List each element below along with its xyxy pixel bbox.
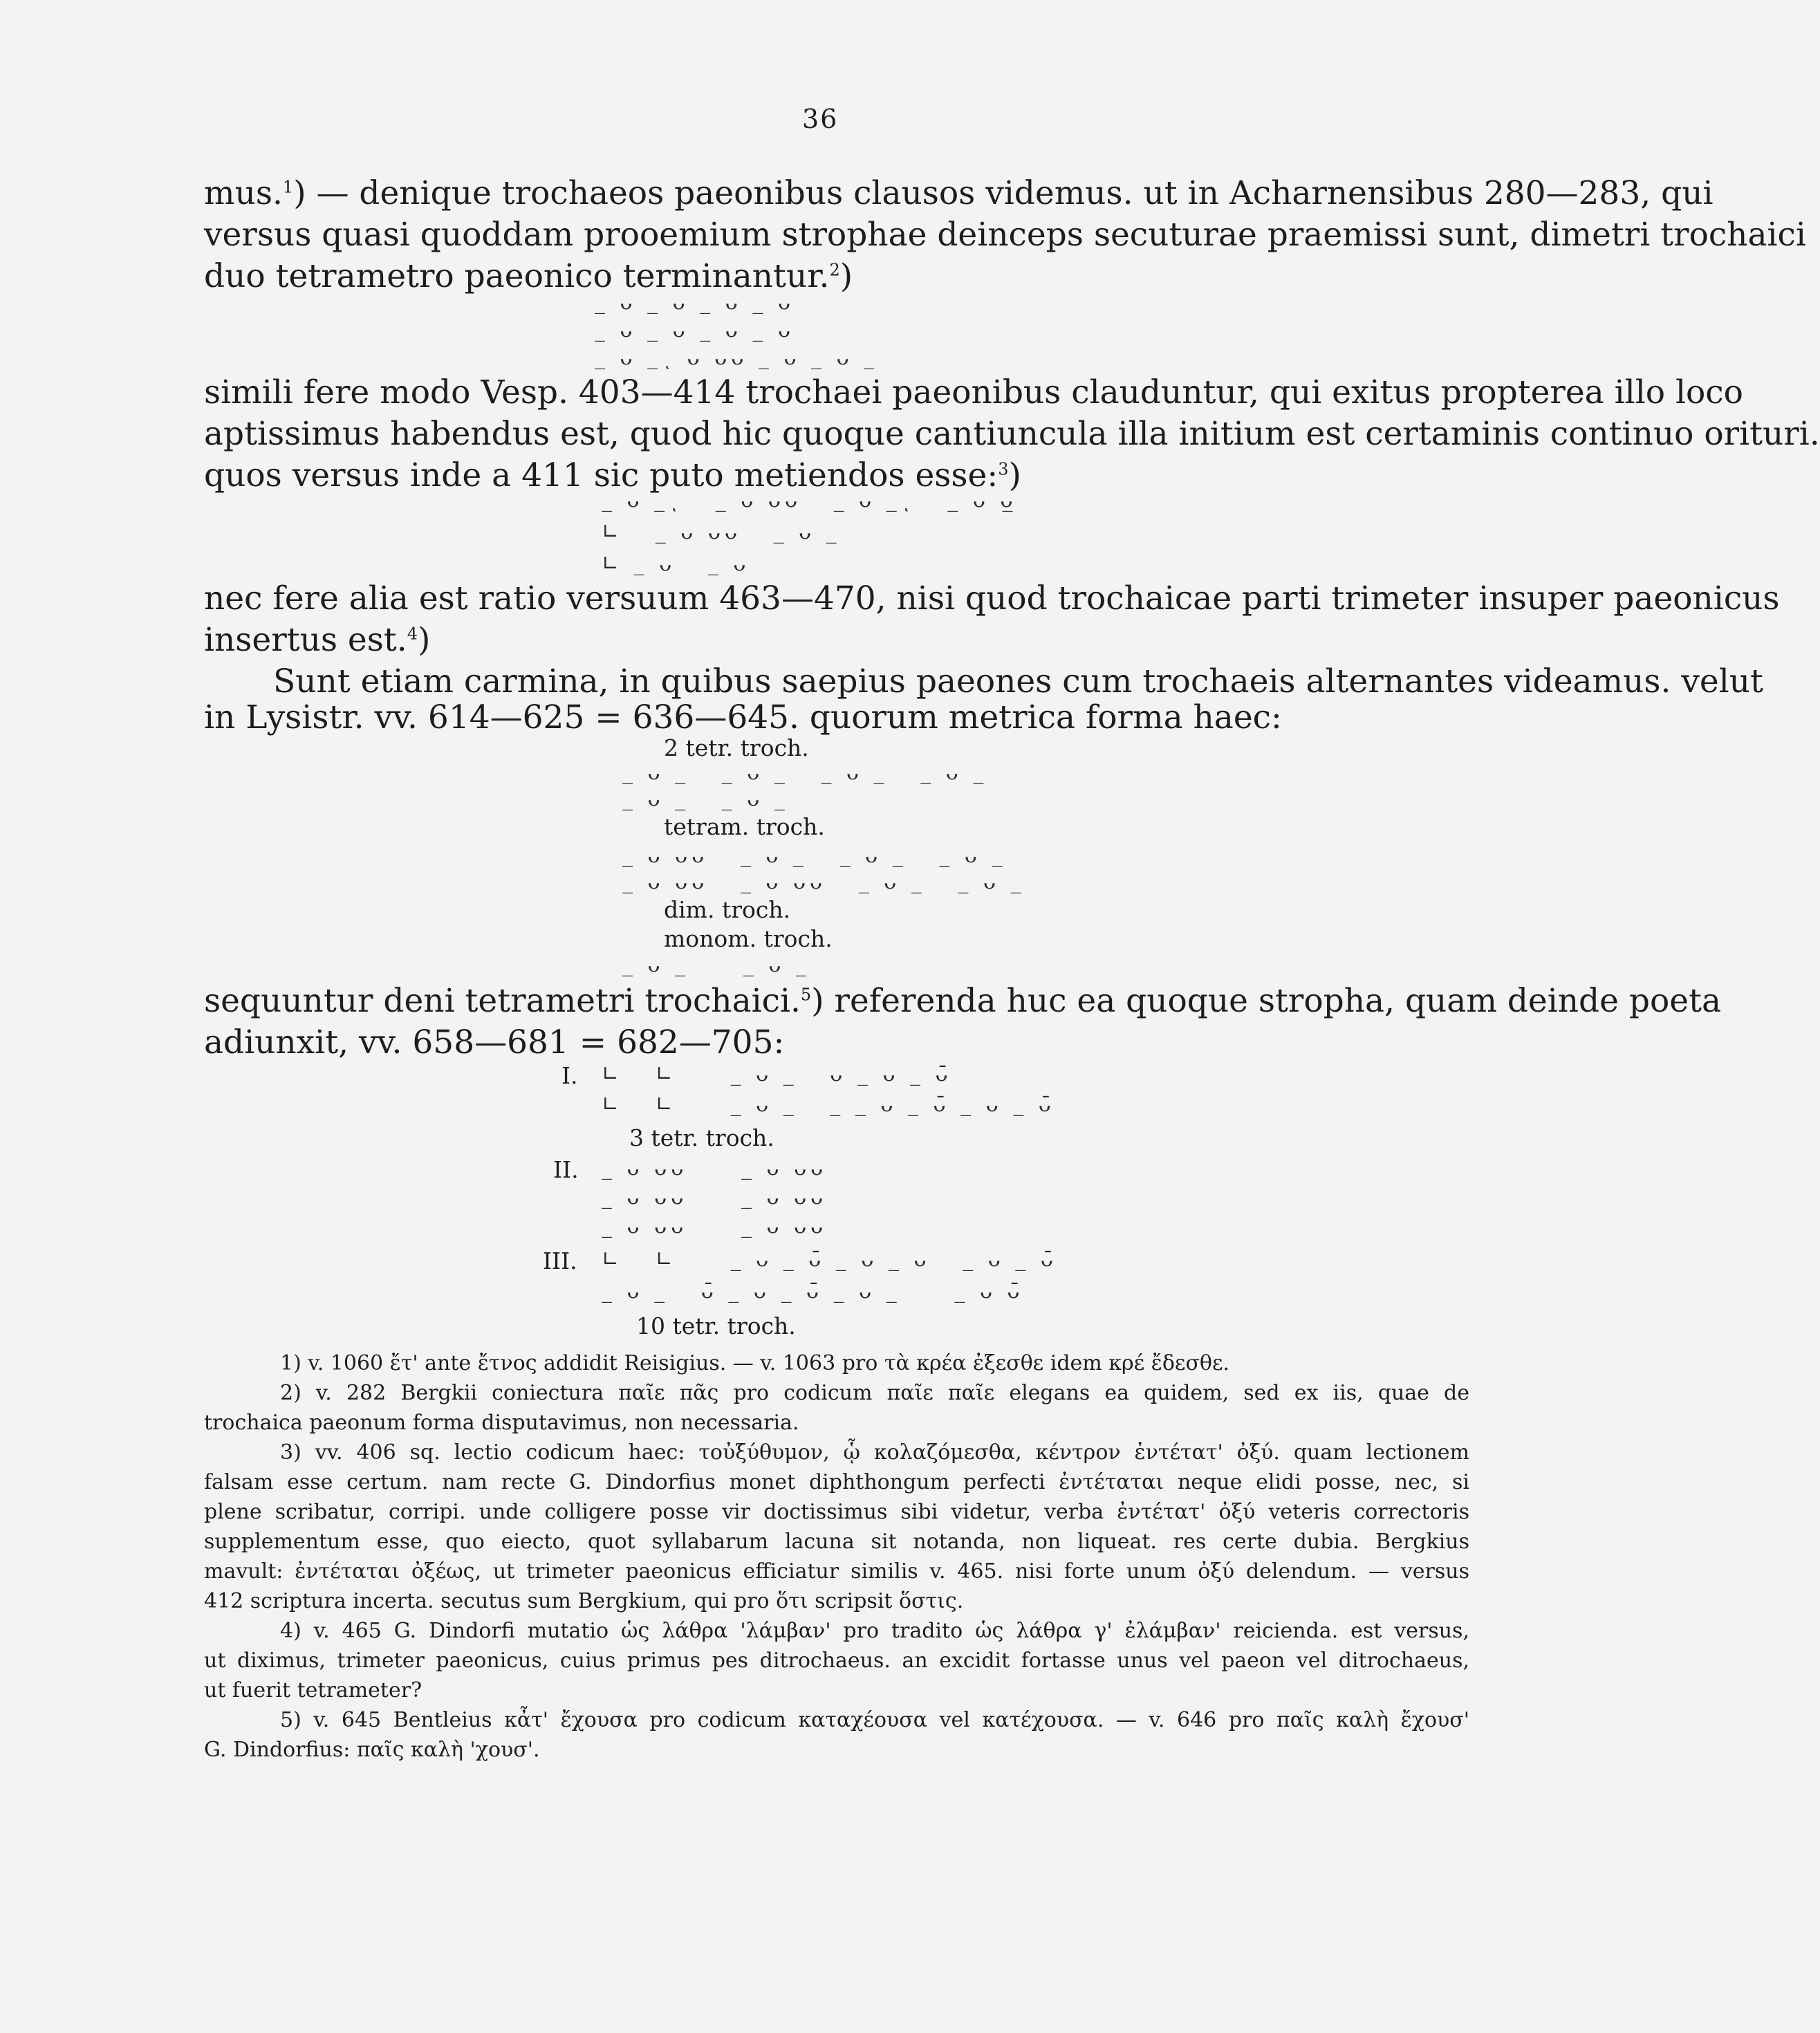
scheme-label: 3 tetr. troch.: [629, 1124, 774, 1151]
footnote: ut diximus, trimeter paeonicus, cuius primus pes ditrochaeus. an excidit fortasse unus vel paeon vel ditrochaeus,: [204, 1649, 1469, 1673]
body-line: adiunxit, vv. 658—681 = 682—705:: [204, 1023, 785, 1061]
footnote: 1) v. 1060 ἔτ' ante ἔτνος addidit Reisigius. — v. 1063 pro τὰ κρέα ἐξεσθε idem κρέ ἔδεσθε.: [280, 1351, 1230, 1375]
metrical-scheme: _ ᴗ ᴗᴗ _ ᴗ ᴗᴗ: [602, 1185, 828, 1209]
scheme-label: 10 tetr. troch.: [636, 1312, 796, 1339]
footnote: plene scribatur, corripi. unde colligere posse vir doctissimus sibi videtur, verba ἐντέτατ' ὀξύ veteris correctoris: [204, 1500, 1469, 1524]
body-line: insertus est.$^4$): [204, 621, 431, 659]
metrical-scheme: _ ᴗ ᴗᴗ _ ᴗ _ _ ᴗ _ _ ᴗ _: [622, 844, 1007, 868]
body-line: versus quasi quoddam prooemium strophae deinceps secuturae praemissi sunt, dimetri trochaici: [204, 216, 1806, 254]
metrical-scheme: _ ᴗ _ _ ᴗ _: [622, 953, 810, 977]
metrical-scheme: _ ᴗ _ _ ᴗ _ _ ᴗ _ _ ᴗ _: [622, 761, 988, 785]
footnote: G. Dindorfius: παῖς καλὴ 'χουσ'.: [204, 1738, 540, 1762]
metrical-scheme: ∟ ∟ _ ᴗ _ _ _ ᴗ _ ᴗ̄ _ ᴗ _ ᴗ̄: [602, 1093, 1055, 1117]
body-line: Sunt etiam carmina, in quibus saepius paeones cum trochaeis alternantes videamus. velut: [273, 662, 1763, 700]
metrical-scheme: _ ᴗ ᴗᴗ _ ᴗ ᴗᴗ: [602, 1214, 828, 1238]
metrical-scheme: ∟ ∟ _ ᴗ _ ᴗ _ ᴗ _ ᴗ̄: [602, 1062, 952, 1086]
metrical-scheme: ∟ _ ᴗ _ ᴗ: [602, 552, 750, 576]
scheme-label: monom. troch.: [664, 925, 833, 952]
scheme-label: tetram. troch.: [664, 813, 825, 840]
metrical-scheme: _ ᴗ _ͺ ᴗ ᴗᴗ _ ᴗ _ ᴗ _: [595, 346, 879, 370]
scheme-label: 2 tetr. troch.: [664, 734, 809, 761]
footnote: 3) vv. 406 sq. lectio codicum haec: τοὐξύθυμον, ᾧ κολαζόμεσθα, κέντρον ἐντέτατ' ὀξύ. quam lectionem: [280, 1440, 1469, 1465]
metrical-scheme: _ ᴗ _ _ ᴗ _: [622, 787, 789, 811]
page-number: 36: [802, 104, 839, 134]
body-line: nec fere alia est ratio versuum 463—470, nisi quod trochaicae parti trimeter insuper paeonicus: [204, 579, 1780, 618]
metrical-scheme: _ ᴗ _ ᴗ̄ _ ᴗ _ ᴗ̄ _ ᴗ _ _ ᴗ ᴗ̄: [602, 1279, 1024, 1303]
footnote: supplementum esse, quo eiecto, quot syllabarum lacuna sit notanda, non liqueat. res certe dubia. Bergkius: [204, 1530, 1469, 1554]
scheme-label: dim. troch.: [664, 896, 791, 923]
metrical-scheme: _ ᴗ _ ᴗ _ ᴗ _ ᴗ: [595, 290, 795, 315]
footnote: 5) v. 645 Bentleius κἆτ' ἔχουσα pro codicum καταχέουσα vel κατέχουσα. — v. 646 pro παῖς καλὴ ἔχουσ': [280, 1708, 1469, 1732]
footnote: ut fuerit tetrameter?: [204, 1678, 423, 1702]
metrical-scheme: ∟ ∟ _ ᴗ _ ᴗ̄ _ ᴗ _ ᴗ _ ᴗ _ ᴗ̄: [602, 1247, 1057, 1272]
strophe-numeral: III.: [543, 1247, 577, 1274]
body-line: in Lysistr. vv. 614—625 = 636—645. quorum metrica forma haec:: [204, 698, 1282, 736]
footnote: 4) v. 465 G. Dindorfi mutatio ὡς λάθρα 'λάμβαν' pro tradito ὡς λάθρα γ' ἐλάμβαν' reicienda. est versus,: [280, 1619, 1469, 1643]
metrical-scheme: _ ᴗ _ ᴗ _ ᴗ _ ᴗ: [595, 318, 795, 342]
footnote: trochaica paeonum forma disputavimus, non necessaria.: [204, 1411, 799, 1435]
footnote: 2) v. 282 Bergkii coniectura παῖε πᾶς pro codicum παῖε παῖε elegans ea quidem, sed ex iis, quae de: [280, 1381, 1469, 1405]
body-line: simili fere modo Vesp. 403—414 trochaei paeonibus clauduntur, qui exitus propterea illo loco: [204, 373, 1743, 411]
metrical-scheme: _ ᴗ ᴗᴗ _ ᴗ ᴗᴗ: [602, 1156, 828, 1180]
body-line: duo tetrametro paeonico terminantur.$^2$): [204, 257, 853, 295]
footnote: 412 scriptura incerta. secutus sum Bergkium, qui pro ὅτι scripsit ὅστις.: [204, 1589, 964, 1613]
strophe-numeral: II.: [553, 1156, 579, 1183]
metrical-scheme: _ ᴗ _ͺ _ ᴗ ᴗᴗ _ ᴗ _ͺ _ ᴗ ᴗ̲: [602, 488, 1017, 512]
body-line: aptissimus habendus est, quod hic quoque cantiuncula illa initium est certaminis continuo orituri.: [204, 415, 1820, 453]
body-line: sequuntur deni tetrametri trochaici.$^5$) referenda huc ea quoque stropha, quam deinde poeta: [204, 982, 1721, 1020]
strophe-numeral: I.: [561, 1062, 578, 1089]
metrical-scheme: ∟ _ ᴗ ᴗᴗ _ ᴗ _: [602, 520, 841, 544]
body-line: mus.$^1$) — denique trochaeos paeonibus clausos videmus. ut in Acharnensibus 280—283, qui: [204, 174, 1714, 212]
metrical-scheme: _ ᴗ ᴗᴗ _ ᴗ ᴗᴗ _ ᴗ _ _ ᴗ _: [622, 870, 1025, 894]
footnote: falsam esse certum. nam recte G. Dindorfius monet diphthongum perfecti ἐντέταται neque elidi posse, nec, si: [204, 1470, 1469, 1494]
footnote: mavult: ἐντέταται ὀξέως, ut trimeter paeonicus efficiatur similis v. 465. nisi forte unum ὀξύ delendum. — versus: [204, 1559, 1469, 1584]
body-line: quos versus inde a 411 sic puto metiendos esse:$^3$): [204, 456, 1021, 494]
